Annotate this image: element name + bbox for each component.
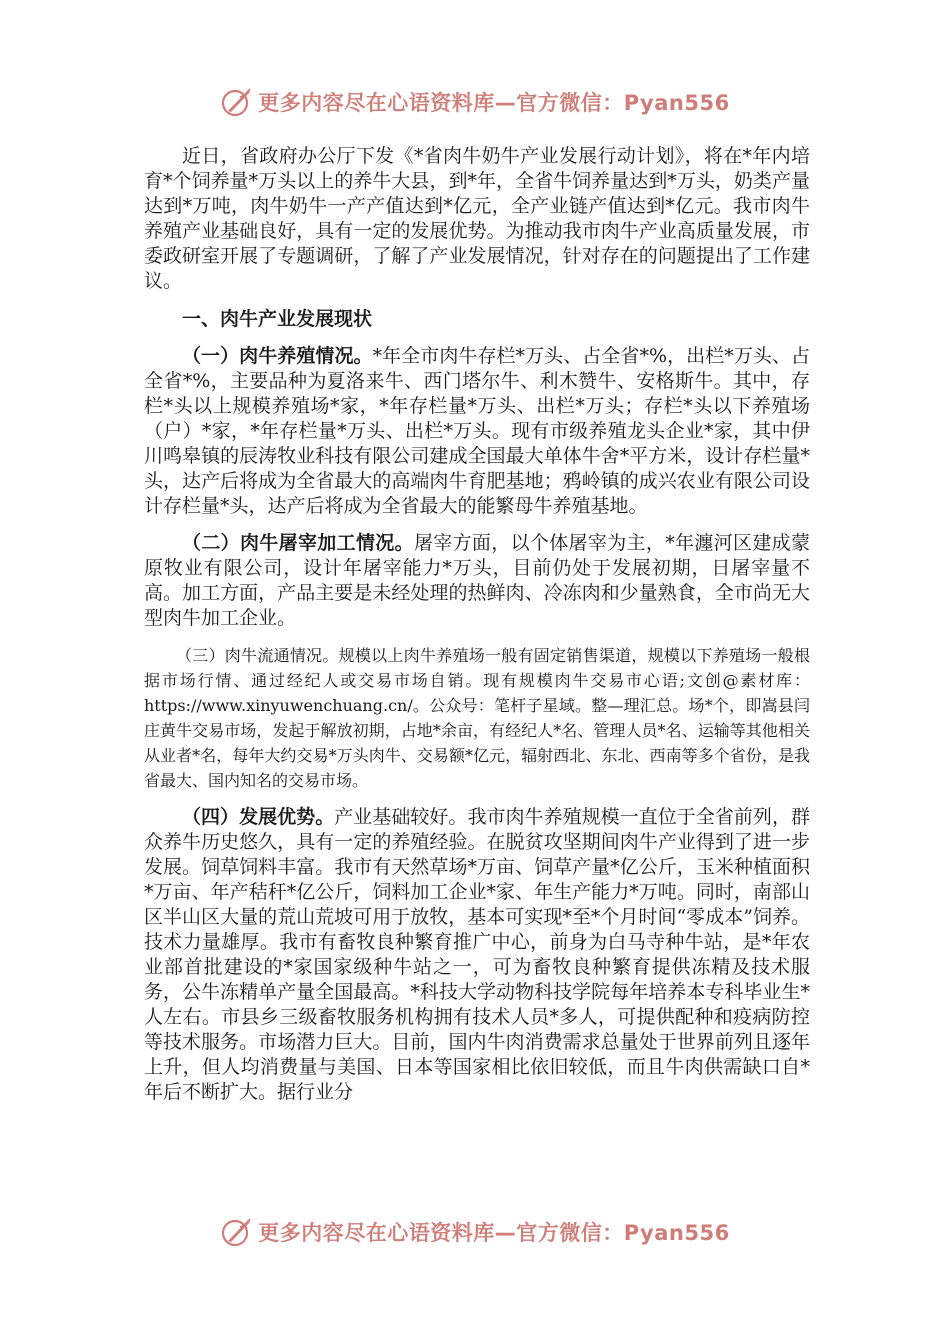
document-body (144, 144, 810, 1105)
header-watermark (0, 82, 950, 122)
paragraph-circulation: （三）肉牛流通情况。规模以上肉牛养殖场一般有固定销售渠道，规模以下养殖场一般根据市场行情、通过经纪人或交易市场自销。现有规模肉牛交易市心语;文创@素材库：https://www.xinyuwenchuang.cn/。公众号：笔杆子星域。整—理汇总。场*个，即嵩县闫庄黄牛交易市场，发起于解放初期，占地*余亩，有经纪人*名、管理人员*名、运输等其他相关从业者*名，每年大约交易*万头肉牛、交易额*亿元，辐射西北、东北、西南等多个省份，是我省最大、国内知名的交易市场。 (144, 646, 810, 790)
subheading-slaughter: （二）肉牛屠宰加工情况。 (182, 532, 414, 554)
subheading-advantages: （四）发展优势。 (182, 806, 335, 828)
intro-paragraph: 近日，省政府办公厅下发《*省肉牛奶牛产业发展行动计划》，将在*年内培育*个饲养量*万头以上的养牛大县，到*年，全省牛饲养量达到*万头，奶类产量达到*万吨，肉牛奶牛一产产值达到*亿元，全产业链产值达到*亿元。我市肉牛养殖产业基础良好，具有一定的发展优势。为推动我市肉牛产业高质量发展，市委政研室开展了专题调研，了解了产业发展情况，针对存在的问题提出了工作建议。 (144, 145, 810, 292)
paragraph-slaughter (144, 531, 810, 631)
watermark-text: 更多内容尽在心语资料库—官方微信：Pyan556 (258, 1221, 730, 1245)
quill-logo-icon (220, 1215, 254, 1249)
quill-logo-icon (220, 85, 254, 119)
section-heading-1: 一、肉牛产业发展现状 (182, 308, 373, 330)
breeding-body: *年全市肉牛存栏*万头、占全省*%，出栏*万头、占全省*%，主要品种为夏洛来牛、西门塔尔牛、利木赞牛、安格斯牛。其中，存栏*头以上规模养殖场*家，*年存栏量*万头、出栏*万头；存栏*头以下养殖场（户）*家，*年存栏量*万头、出栏*万头。现有市级养殖龙头企业*家，其中伊川鸣皋镇的辰涛牧业科技有限公司建成全国最大单体牛舍*平方米，设计存栏量*头，达产后将成为全省最大的高端肉牛育肥基地；鸦岭镇的成兴农业有限公司设计存栏量*头，达产后将成为全省最大的能繁母牛养殖基地。 (144, 345, 810, 517)
footer-watermark (0, 1212, 950, 1252)
paragraph-breeding (144, 344, 810, 519)
advantages-body: 产业基础较好。我市肉牛养殖规模一直位于全省前列，群众养牛历史悠久，具有一定的养殖经验。在脱贫攻坚期间肉牛产业得到了进一步发展。饲草饲料丰富。我市有天然草场*万亩、饲草产量*亿公斤，玉米种植面积*万亩、年产秸秆*亿公斤，饲料加工企业*家、年生产能力*万吨。同时，南部山区半山区大量的荒山荒坡可用于放牧，基本可实现*至*个月时间“零成本”饲养。技术力量雄厚。我市有畜牧良种繁育推广中心，前身为白马寺种牛站，是*年农业部首批建设的*家国家级种牛站之一，可为畜牧良种繁育提供冻精及技术服务，公牛冻精单产量全国最高。*科技大学动物科技学院每年培养本专科毕业生*人左右。市县乡三级畜牧服务机构拥有技术人员*多人，可提供配种和疫病防控等技术服务。市场潜力巨大。目前，国内牛肉消费需求总量处于世界前列且逐年上升，但人均消费量与美国、日本等国家相比依旧较低，而且牛肉供需缺口自*年后不断扩大。据行业分 (144, 806, 810, 1103)
slaughter-body: 屠宰方面，以个体屠宰为主，*年瀍河区建成蒙原牧业有限公司，设计年屠宰能力*万头，目前仍处于发展初期，日屠宰量不高。加工方面，产品主要是未经处理的热鲜肉、冷冻肉和少量熟食，全市尚无大型肉牛加工企业。 (144, 532, 810, 629)
watermark-text: 更多内容尽在心语资料库—官方微信：Pyan556 (258, 91, 730, 115)
subheading-breeding: （一）肉牛养殖情况。 (182, 345, 373, 367)
paragraph-advantages (144, 805, 810, 1105)
